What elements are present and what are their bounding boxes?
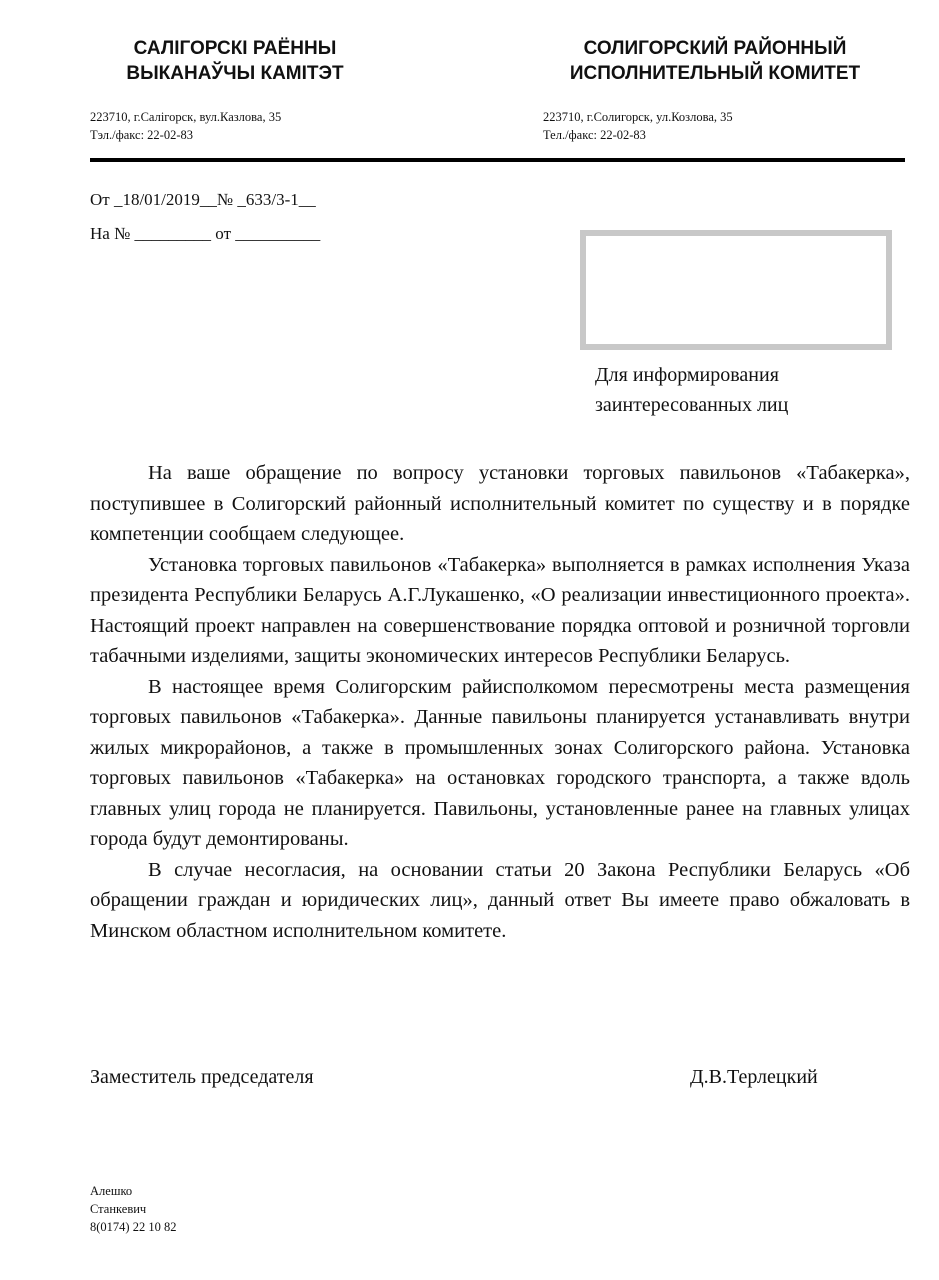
letterhead-by-line: ВЫКАНАЎЧЫ КАМІТЭТ — [126, 63, 344, 84]
address-line: 223710, г.Салігорск, вул.Казлова, 35 — [90, 110, 282, 124]
addressee — [595, 360, 788, 420]
incoming-ref: На № _________ от __________ — [90, 224, 321, 243]
address-ru — [543, 108, 733, 144]
phone-line: Тел./факс: 22-02-83 — [543, 128, 646, 142]
letterhead-ru-line: СОЛИГОРСКИЙ РАЙОННЫЙ — [583, 38, 847, 59]
address-by — [90, 108, 281, 144]
address-line: 223710, г.Солигорск, ул.Козлова, 35 — [543, 110, 733, 124]
addressee-line: заинтересованных лиц — [595, 394, 789, 416]
outgoing-ref: От _18/01/2019__№ _633/3-1__ — [90, 190, 316, 209]
paragraph: На ваше обращение по вопросу установки торговых павильонов «Табакерка», поступившее в Солигорский районный исполнительный комитет по существу и в порядке компетенции сообщаем следующее. — [90, 462, 910, 545]
letterhead-ru-line: ИСПОЛНИТЕЛЬНЫЙ КОМИТЕТ — [569, 63, 861, 84]
letterhead-by — [90, 36, 380, 86]
signatory-name: Д.В.Терлецкий — [690, 1066, 818, 1088]
executor-info — [90, 1182, 176, 1236]
signatory-position: Заместитель председателя — [90, 1066, 314, 1088]
phone-line: Тэл./факс: 22-02-83 — [90, 128, 193, 142]
executor-name: Станкевич — [90, 1202, 147, 1216]
letter-body — [90, 458, 910, 946]
letterhead-by-line: САЛІГОРСКІ РАЁННЫ — [133, 38, 337, 59]
header-divider — [90, 158, 905, 162]
paragraph: Установка торговых павильонов «Табакерка» выполняется в рамках исполнения Указа президента Республики Беларусь А.Г.Лукашенко, «О реализации инвестиционного проекта». Настоящий проект направлен на совершенствование порядка оптовой и розничной торговли табачными изделиями, защиты экономических интересов Республики Беларусь. — [90, 553, 910, 667]
paragraph: В случае несогласия, на основании статьи 20 Закона Республики Беларусь «Об обращении граждан и юридических лиц», данный ответ Вы имеете право обжаловать в Минском областном исполнительном комитете. — [90, 858, 910, 942]
executor-name: Алешко — [90, 1184, 133, 1198]
letterhead-ru — [540, 36, 890, 86]
paragraph: В настоящее время Солигорским райисполкомом пересмотрены места размещения торговых павильонов «Табакерка». Данные павильоны планируется устанавливать внутри жилых микрорайонов, а также в промышленных зонах Солигорского района. Установка торговых павильонов «Табакерка» на остановках городского транспорта, а также вдоль главных улиц города не планируется. Павильоны, установленные ранее на главных улицах города будут демонтированы. — [90, 675, 910, 850]
executor-phone: 8(0174) 22 10 82 — [90, 1220, 177, 1234]
redacted-box — [580, 230, 892, 350]
addressee-line: Для информирования — [595, 364, 779, 386]
